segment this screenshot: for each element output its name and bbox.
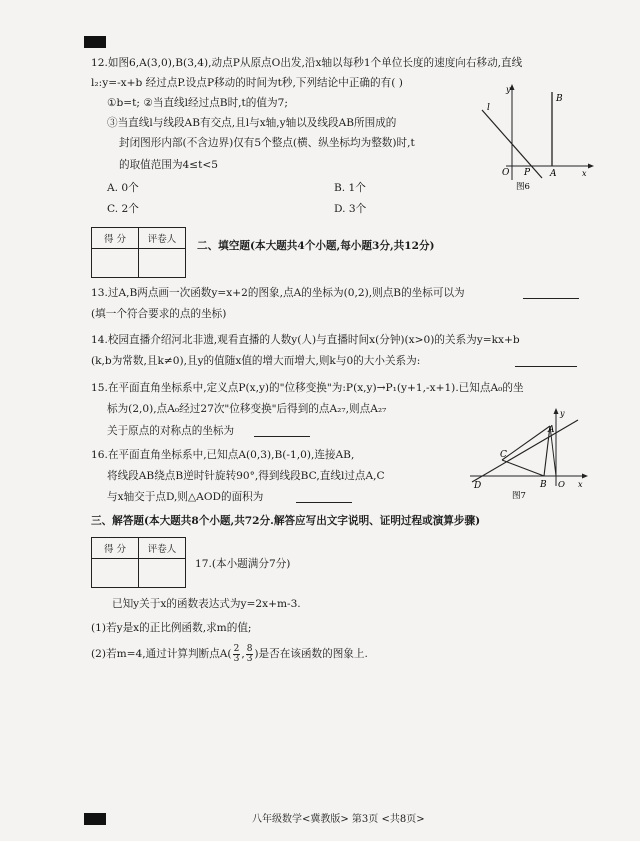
q12-line1: 12.如图6,A(3,0),B(3,4),动点P从原点O出发,沿x轴以每秒1个单位长度的速度向右移动,直线 [91, 57, 523, 69]
q12-option-b: B. 1个 [334, 182, 366, 194]
fig7-label-a: A [548, 425, 555, 435]
q15-line1: 15.在平面直角坐标系中,定义点P(x,y)的"位移变换"为:P(x,y)→P₁(y+1,-x+1).已知点A₀的坐 [91, 382, 524, 394]
q17-title: 17.(本小题满分7分) [195, 558, 291, 570]
score-cell [92, 559, 139, 588]
q12-option-a: A. 0个 [107, 182, 139, 194]
fig6-x-arrow [588, 164, 594, 169]
q17-frac-x-num: 2 [233, 643, 240, 654]
grader-header: 评卷人 [139, 228, 186, 249]
fig7-segment-ca [502, 426, 550, 460]
q12-line3: ①b=t; ②当直线l经过点B时,t的值为7; [107, 97, 288, 109]
fig6-label-b: B [556, 94, 563, 104]
q15-line2: 标为(2,0),点A₀经过27次"位移变换"后得到的点A₂₇,则点A₂₇ [107, 403, 387, 415]
q17-part1: (1)若y是x的正比例函数,求m的值; [91, 622, 252, 634]
fig6-label-y: y [506, 85, 511, 94]
q15-line3: 关于原点的对称点的坐标为 [107, 425, 235, 437]
grader-cell [139, 249, 186, 278]
q15-answer-blank [254, 436, 310, 437]
q16-line1: 16.在平面直角坐标系中,已知点A(0,3),B(-1,0),连接AB, [91, 449, 355, 461]
grader-cell [139, 559, 186, 588]
q12-line5: 封闭图形内部(不含边界)仅有5个整点(横、纵坐标均为整数)时,t [119, 137, 415, 149]
q12-line2: l₂:y=-x+b 经过点P.设点P移动的时间为t秒,下列结论中正确的有( ) [91, 77, 403, 89]
figure-6 [470, 80, 600, 195]
q17-frac-y [246, 645, 254, 664]
q17-stem: 已知y关于x的函数表达式为y=2x+m-3. [112, 598, 301, 610]
fig6-label-l: l [487, 103, 490, 113]
registration-mark-top [84, 36, 106, 48]
q16-line3: 与x轴交于点D,则△AOD的面积为 [107, 491, 264, 503]
registration-mark-bottom [84, 813, 106, 825]
q12-line4: ③当直线l与线段AB有交点,且l与x轴,y轴以及线段AB所围成的 [107, 117, 397, 129]
fig7-label-x: x [578, 480, 583, 489]
page-footer: 八年级数学<冀教版> 第3页 <共8页> [252, 814, 425, 825]
q16-line2: 将线段AB绕点B逆时针旋转90°,得到线段BC,直线l过点A,C [107, 470, 385, 482]
q13-line2: (填一个符合要求的点的坐标) [91, 308, 227, 320]
grader-header: 评卷人 [139, 538, 186, 559]
q17-frac-y-num: 8 [246, 643, 253, 654]
q17-frac-x [233, 645, 241, 664]
fig7-caption: 图7 [512, 491, 526, 501]
fig6-label-x: x [582, 169, 587, 178]
fig7-label-c: C [500, 450, 507, 460]
fig7-y-arrow [554, 408, 559, 414]
fig7-line-l [472, 420, 578, 482]
section3-title: 三、解答题(本大题共8个小题,共72分.解答应写出文字说明、证明过程或演算步骤) [91, 515, 481, 527]
q12-line6: 的取值范围为4≤t<5 [119, 159, 219, 171]
q12-option-c: C. 2个 [107, 203, 139, 215]
fig6-label-a: A [550, 169, 557, 179]
q17-part2-prefix: (2)若m=4,通过计算判断点A( [91, 648, 232, 660]
fig6-caption: 图6 [516, 182, 530, 192]
q17-part2-suffix: )是否在该函数的图象上. [254, 648, 368, 660]
fig6-label-p: P [524, 168, 531, 178]
score-box-section2 [91, 227, 186, 278]
score-header: 得 分 [92, 228, 139, 249]
fig7-x-arrow [582, 474, 588, 479]
score-header: 得 分 [92, 538, 139, 559]
q17-frac-x-den: 3 [233, 653, 240, 664]
fig6-label-o: O [502, 168, 510, 178]
score-box-q17 [91, 537, 186, 588]
score-cell [92, 249, 139, 278]
q12-option-d: D. 3个 [334, 203, 367, 215]
q14-line2: (k,b为常数,且k≠0),且y的值随x值的增大而增大,则k与0的大小关系为: [91, 355, 421, 367]
q14-answer-blank [515, 366, 577, 367]
section2-title: 二、填空题(本大题共4个小题,每小题3分,共12分) [197, 240, 435, 252]
figure-7 [466, 404, 592, 502]
fig7-label-y: y [560, 409, 565, 418]
q13-line1: 13.过A,B两点画一次函数y=x+2的图象,点A的坐标为(0,2),则点B的坐标可以为 [91, 287, 465, 299]
fig7-label-o: O [558, 480, 565, 490]
fig7-segment-bc [502, 460, 544, 476]
q17-part2: (2)若m=4,通过计算判断点A( $\frac{2}{3}$ , $\frac{8}{3}$ )是否在该函数的图象上. [91, 643, 368, 664]
q17-frac-y-den: 3 [246, 653, 253, 664]
fig7-label-b: B [540, 480, 547, 490]
q16-answer-blank [296, 502, 352, 503]
q13-answer-blank [523, 298, 579, 299]
fig7-label-d: D [474, 481, 482, 491]
q14-line1: 14.校园直播介绍河北非遗,观看直播的人数y(人)与直播时间x(分钟)(x>0)的关系为y=kx+b [91, 334, 520, 346]
